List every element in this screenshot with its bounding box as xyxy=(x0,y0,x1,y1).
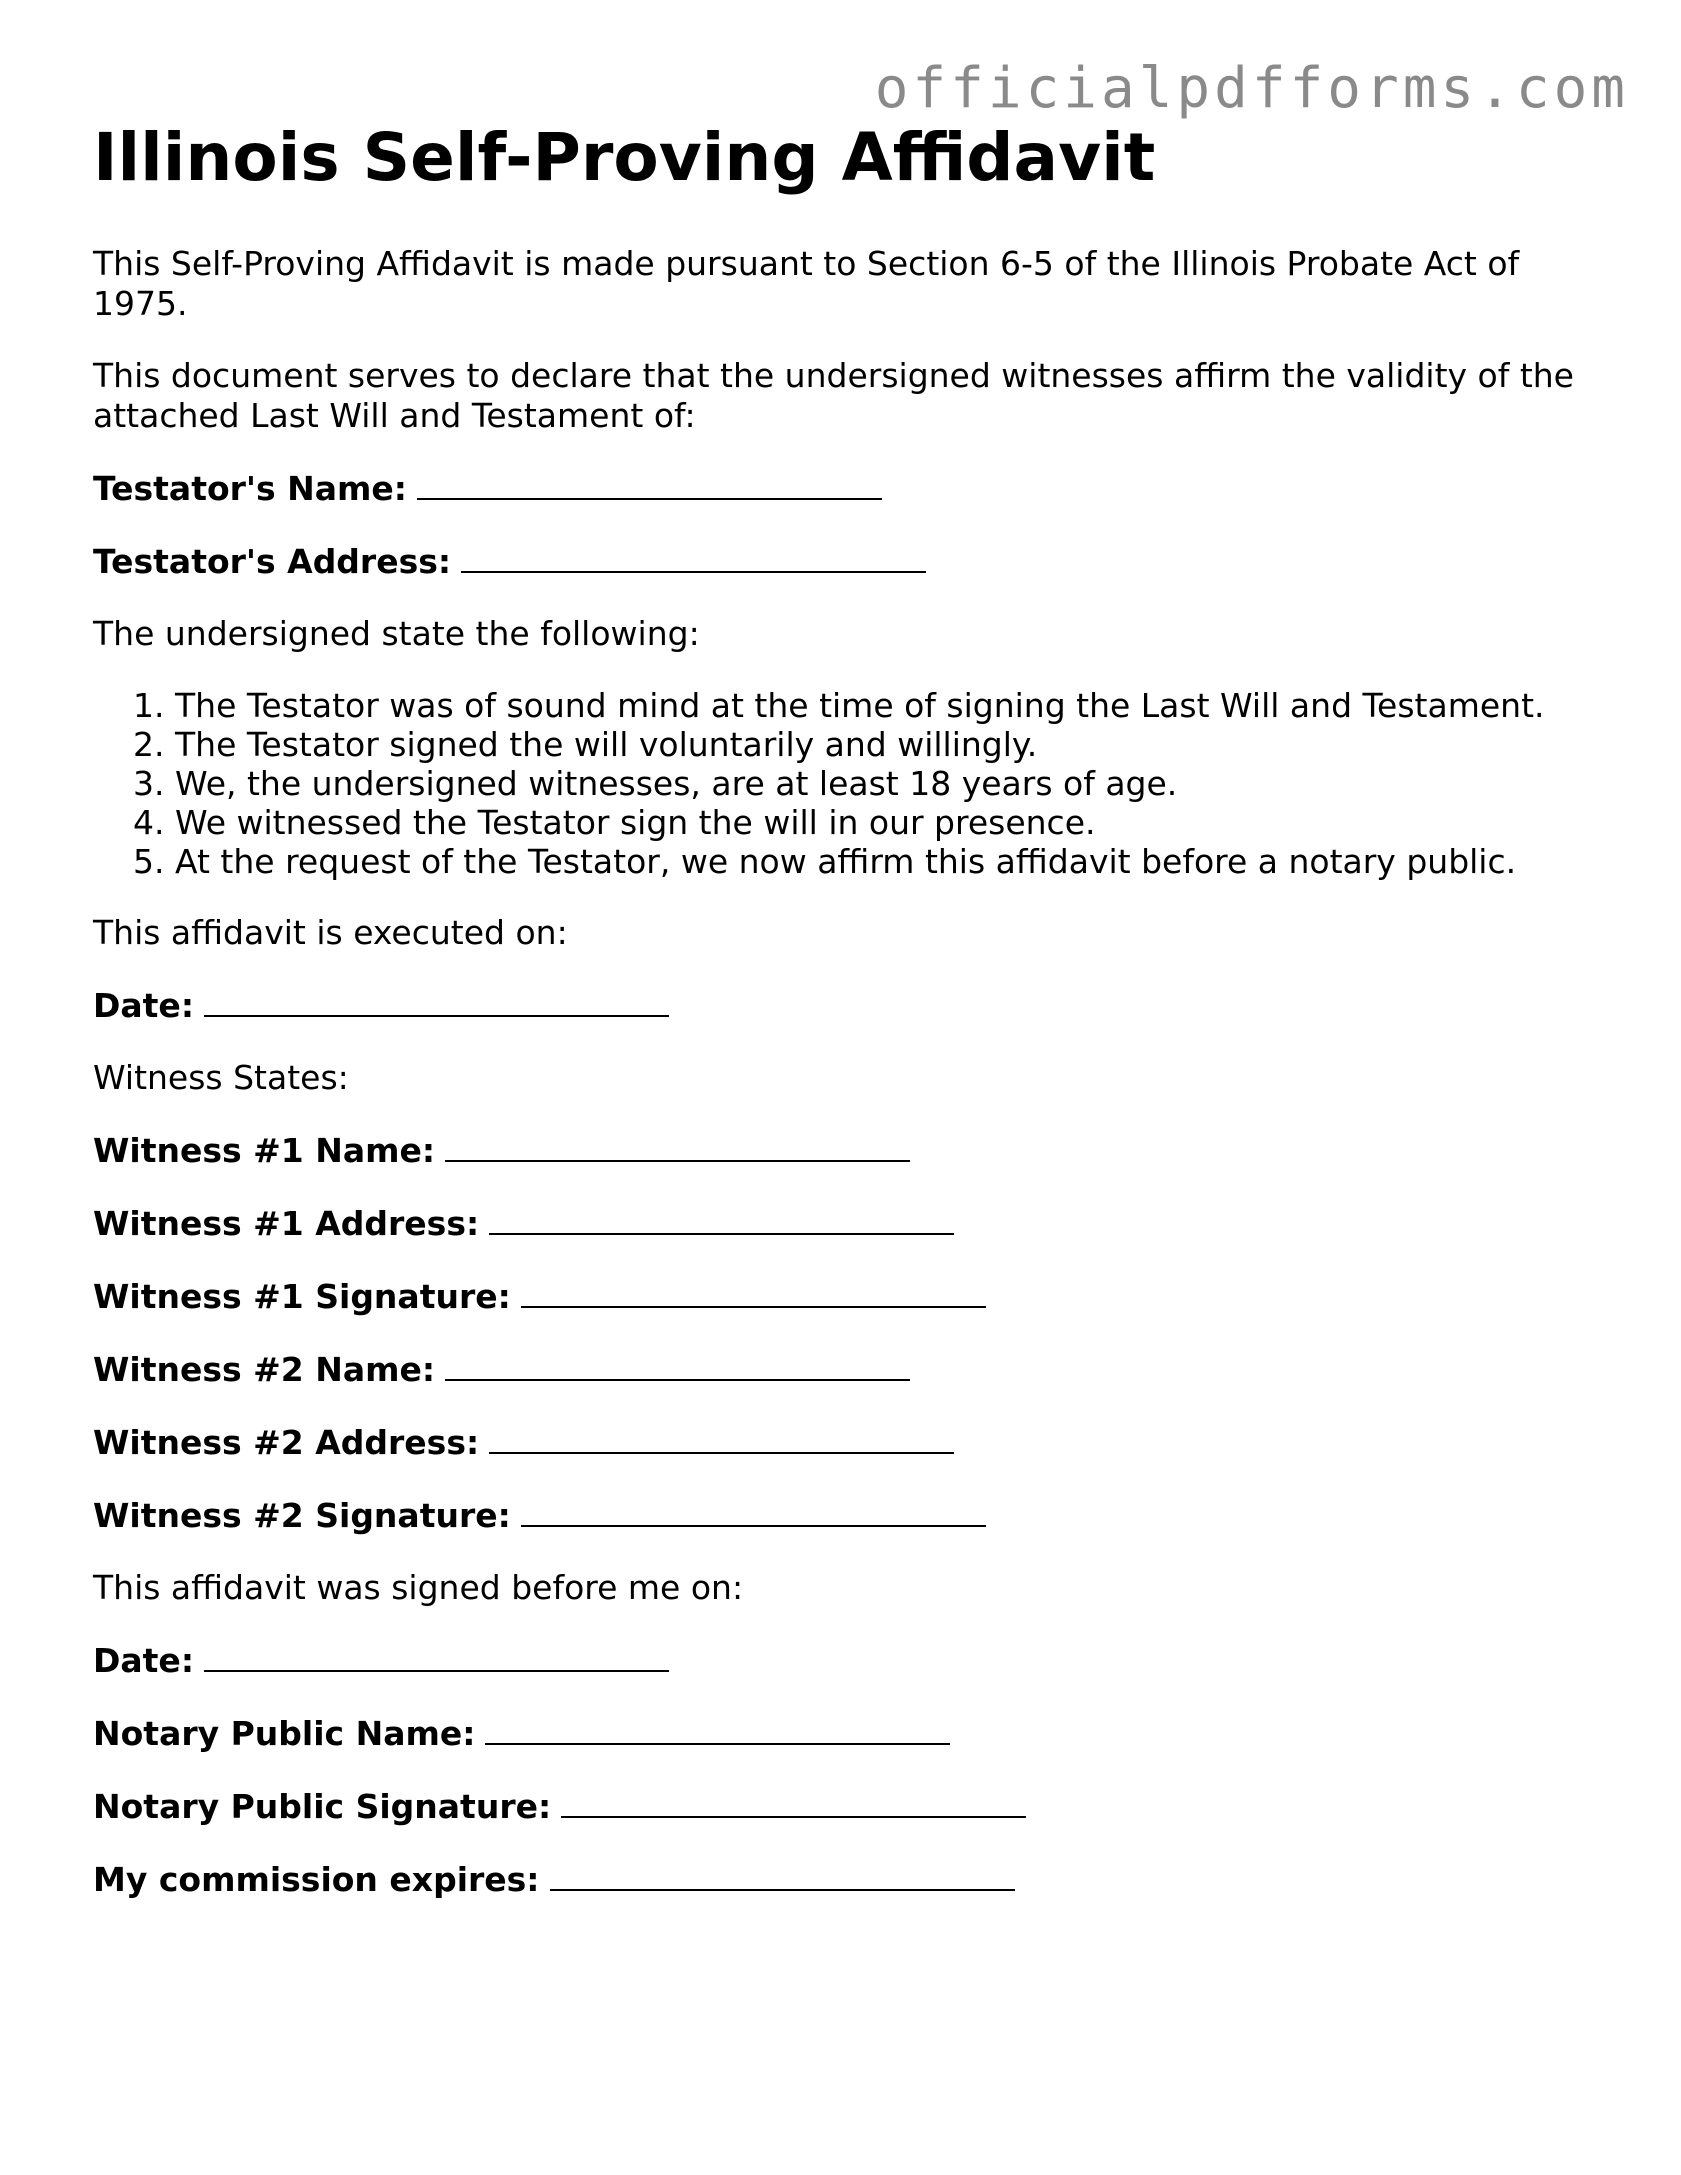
statement-item: 5. At the request of the Testator, we now affirm this affidavit before a notary public. xyxy=(175,842,1593,881)
witness2-signature-blank[interactable] xyxy=(521,1495,986,1527)
witness2-name-blank[interactable] xyxy=(445,1349,910,1381)
witness2-signature-label: Witness #2 Signature: xyxy=(93,1496,511,1535)
execution-date-label: Date: xyxy=(93,986,195,1025)
notary-signature-blank[interactable] xyxy=(561,1786,1026,1818)
witness2-address-label: Witness #2 Address: xyxy=(93,1423,480,1462)
statement-item: 1. The Testator was of sound mind at the time of signing the Last Will and Testament. xyxy=(175,686,1593,725)
watermark: officialpdfforms.com xyxy=(874,56,1629,121)
commission-expires-blank[interactable] xyxy=(550,1859,1015,1891)
execution-date-field xyxy=(93,985,1593,1026)
notary-text: This affidavit was signed before me on: xyxy=(93,1568,744,1607)
witness2-address-blank[interactable] xyxy=(489,1422,954,1454)
commission-expires-label: My commission expires: xyxy=(93,1860,540,1899)
witness2-name-label: Witness #2 Name: xyxy=(93,1350,436,1389)
intro-paragraph-2: This document serves to declare that the undersigned witnesses affirm the validity of the attached Last Will and Testament of: xyxy=(93,356,1574,435)
testator-address-label: Testator's Address: xyxy=(93,542,452,581)
statement-intro: The undersigned state the following: xyxy=(93,614,700,653)
statement-item: 4. We witnessed the Testator sign the will in our presence. xyxy=(175,803,1593,842)
notary-date-field xyxy=(93,1640,1593,1681)
commission-expires-field xyxy=(93,1859,1593,1900)
testator-address-blank[interactable] xyxy=(461,541,926,573)
execution-text: This affidavit is executed on: xyxy=(93,913,568,952)
testator-name-field xyxy=(93,468,1593,509)
statement-item: 2. The Testator signed the will voluntarily and willingly. xyxy=(175,725,1593,764)
affidavit-document xyxy=(93,118,1593,1900)
intro-paragraph-1: This Self-Proving Affidavit is made pursuant to Section 6-5 of the Illinois Probate Act of 1975. xyxy=(93,244,1520,323)
witness1-signature-field xyxy=(93,1276,1593,1317)
witness1-name-blank[interactable] xyxy=(445,1130,910,1162)
statement-item: 3. We, the undersigned witnesses, are at least 18 years of age. xyxy=(175,764,1593,803)
testator-address-field xyxy=(93,541,1593,582)
witness1-signature-label: Witness #1 Signature: xyxy=(93,1277,511,1316)
witness1-address-label: Witness #1 Address: xyxy=(93,1204,480,1243)
notary-signature-label: Notary Public Signature: xyxy=(93,1787,552,1826)
witness-states-heading: Witness States: xyxy=(93,1058,349,1097)
notary-name-field xyxy=(93,1713,1593,1754)
witness1-name-label: Witness #1 Name: xyxy=(93,1131,436,1170)
witness2-address-field xyxy=(93,1422,1593,1463)
page-title: Illinois Self-Proving Affidavit xyxy=(93,119,1156,196)
notary-name-label: Notary Public Name: xyxy=(93,1714,476,1753)
witness1-signature-blank[interactable] xyxy=(521,1276,986,1308)
witness2-name-field xyxy=(93,1349,1593,1390)
statement-list xyxy=(93,686,1593,881)
notary-signature-field xyxy=(93,1786,1593,1827)
notary-date-label: Date: xyxy=(93,1641,195,1680)
witness1-address-blank[interactable] xyxy=(489,1203,954,1235)
witness2-signature-field xyxy=(93,1495,1593,1536)
execution-date-blank[interactable] xyxy=(204,985,669,1017)
notary-name-blank[interactable] xyxy=(485,1713,950,1745)
testator-name-blank[interactable] xyxy=(417,468,882,500)
notary-date-blank[interactable] xyxy=(204,1640,669,1672)
testator-name-label: Testator's Name: xyxy=(93,469,407,508)
witness1-address-field xyxy=(93,1203,1593,1244)
witness1-name-field xyxy=(93,1130,1593,1171)
